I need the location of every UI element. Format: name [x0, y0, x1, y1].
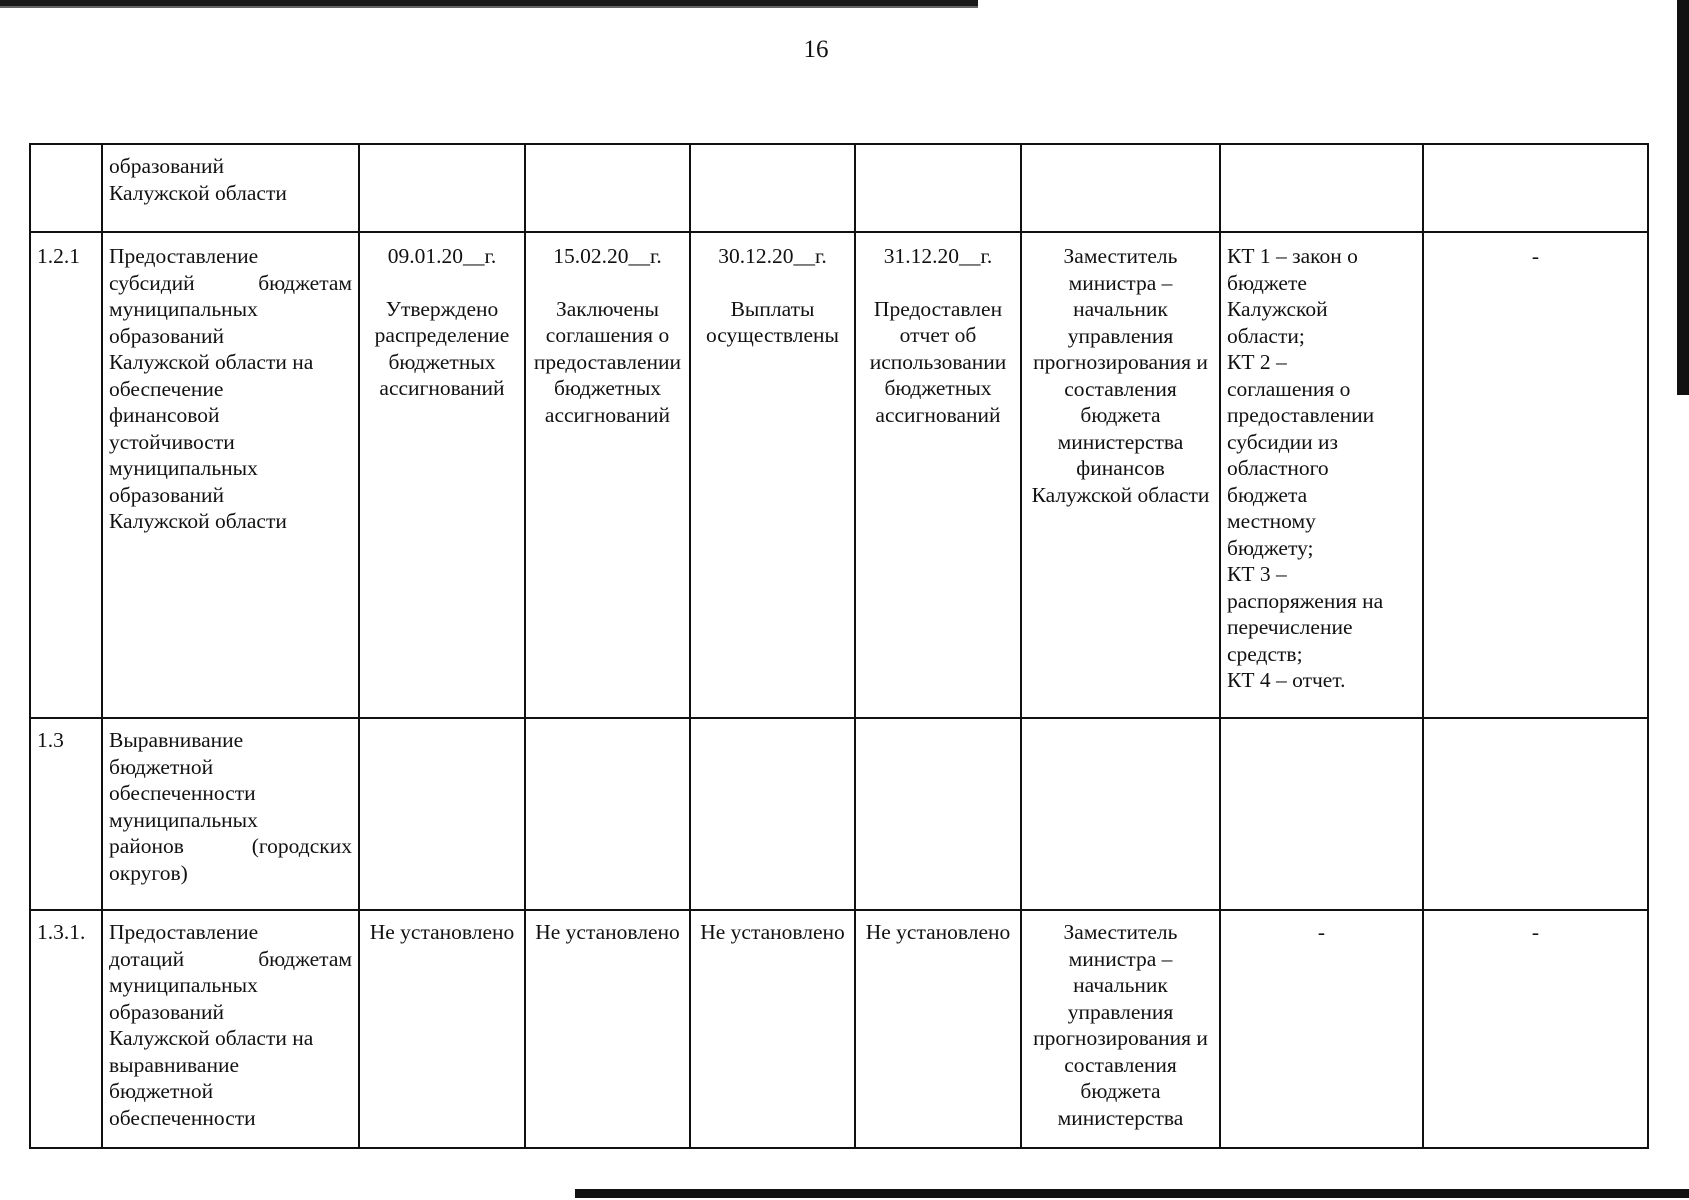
milestone-text: Не установлено [535, 920, 680, 944]
activity-name-line: районов (городских [109, 834, 352, 858]
table-row [30, 718, 1648, 910]
control-points-cell [1220, 718, 1423, 910]
milestone-date: 30.12.20__г. [718, 244, 827, 268]
milestone-date: 09.01.20__г. [387, 244, 497, 268]
activity-name-line: округов) [109, 860, 188, 885]
activity-name-line: муниципальных [109, 456, 258, 480]
milestone-text: Не установлено [700, 920, 845, 944]
table-row [30, 910, 1648, 1148]
activity-name-line: обеспеченности [109, 1105, 256, 1130]
milestone-text: Утверждено распределение бюджетных ассигнований [374, 296, 510, 400]
activity-name-line: муниципальных [109, 807, 258, 832]
control-point-line: местному [1227, 509, 1316, 533]
activity-name-line: образований [109, 482, 225, 507]
activity-name-line: обеспечение [109, 376, 224, 401]
control-point-line: средств; [1227, 641, 1303, 666]
milestone-text: Предоставлен отчет об использовании бюджетных ассигнований [869, 296, 1007, 427]
activity-name-line: Калужской области [109, 509, 287, 533]
milestone-cell [690, 910, 855, 1148]
responsible-cell [1021, 718, 1220, 910]
activity-name-line: выравнивание [109, 1052, 240, 1077]
control-point-line: субсидии из [1227, 429, 1339, 454]
control-point-line: - [1317, 920, 1326, 944]
milestone-cell [525, 144, 690, 232]
scan-edge-top-shadow [0, 6, 978, 8]
activity-name-line: Калужской области [109, 180, 287, 205]
activity-name-cell [102, 144, 359, 232]
milestone-cell [690, 144, 855, 232]
row-number-cell: 1.3 [30, 718, 102, 910]
activity-name-line: муниципальных [109, 297, 258, 321]
milestone-text: Не установлено [369, 920, 515, 944]
activity-name-line: образований [109, 999, 225, 1024]
activity-name-line: устойчивости [109, 429, 235, 454]
milestone-date: 31.12.20__г. [883, 244, 993, 268]
scan-edge-right [1677, 0, 1689, 395]
milestone-text: Не установлено [865, 920, 1011, 944]
activity-name-line: образований [109, 154, 225, 178]
activity-name-line: Калужской области на [109, 350, 314, 374]
activity-name-line: дотаций бюджетам [109, 946, 352, 971]
control-point-line: распоряжения на [1227, 588, 1384, 613]
responsible-cell: Заместитель министра – начальник управления прогнозирования и составления бюджета министерства [1021, 910, 1220, 1148]
activity-name-line: субсидий бюджетам [109, 270, 352, 295]
activity-name-line: Калужской области на [109, 1026, 314, 1050]
schedule-table [29, 143, 1649, 1149]
table-row [30, 144, 1648, 232]
control-points-cell [1220, 232, 1423, 718]
control-point-line: КТ 1 – закон о [1227, 244, 1358, 268]
activity-name-line: Выравнивание [109, 728, 244, 752]
activity-name-cell [102, 718, 359, 910]
activity-name-cell [102, 232, 359, 718]
control-points-cell [1220, 144, 1423, 232]
milestone-cell [359, 144, 525, 232]
milestone-cell [525, 718, 690, 910]
milestone-cell [855, 718, 1021, 910]
activity-name-cell [102, 910, 359, 1148]
responsible-cell: Заместитель министра – начальник управления прогнозирования и составления бюджета министерства финансов Калужской области [1021, 232, 1220, 718]
control-points-cell [1220, 910, 1423, 1148]
activity-name-line: обеспеченности [109, 781, 256, 805]
row-number-cell [30, 144, 102, 232]
row-number-cell: 1.3.1. [30, 910, 102, 1148]
milestone-cell [690, 718, 855, 910]
activity-name-line: Предоставление [109, 244, 259, 268]
table-row [30, 232, 1648, 718]
control-point-line: КТ 2 – [1227, 350, 1287, 374]
milestone-text: Заключены соглашения о предоставлении бюджетных ассигнований [533, 296, 682, 427]
last-column-cell: - [1423, 910, 1648, 1148]
milestone-cell [855, 910, 1021, 1148]
control-point-line: КТ 4 – отчет. [1227, 668, 1346, 692]
last-column-cell: - [1423, 232, 1648, 718]
control-point-line: области; [1227, 323, 1305, 348]
milestone-cell [525, 910, 690, 1148]
control-point-line: предоставлении [1227, 403, 1375, 427]
table-body [30, 144, 1648, 1148]
control-point-line: Калужской [1227, 297, 1328, 321]
last-column-cell [1423, 144, 1648, 232]
milestone-cell [855, 232, 1021, 718]
milestone-cell [855, 144, 1021, 232]
control-point-line: областного [1227, 456, 1329, 480]
milestone-cell [359, 232, 525, 718]
control-point-line: соглашения о [1227, 376, 1351, 401]
control-point-line: перечисление [1227, 615, 1353, 639]
last-column-cell [1423, 718, 1648, 910]
activity-name-line: муниципальных [109, 973, 258, 997]
activity-name-line: финансовой [109, 403, 220, 427]
responsible-cell [1021, 144, 1220, 232]
milestone-cell [690, 232, 855, 718]
page-number: 16 [803, 36, 829, 63]
milestone-date: 15.02.20__г. [553, 244, 662, 268]
control-point-line: бюджету; [1227, 535, 1314, 560]
milestone-cell [359, 910, 525, 1148]
control-point-line: бюджета [1227, 482, 1308, 507]
activity-name-line: бюджетной [109, 1079, 214, 1103]
row-number-cell: 1.2.1 [30, 232, 102, 718]
milestone-text: Выплаты осуществлены [706, 296, 839, 347]
control-point-line: КТ 3 – [1227, 562, 1287, 586]
scan-edge-bottom [575, 1189, 1689, 1198]
milestone-cell [525, 232, 690, 718]
activity-name-line: бюджетной [109, 754, 214, 779]
milestone-cell [359, 718, 525, 910]
activity-name-line: Предоставление [109, 920, 259, 944]
activity-name-line: образований [109, 323, 225, 348]
control-point-line: бюджете [1227, 270, 1307, 295]
